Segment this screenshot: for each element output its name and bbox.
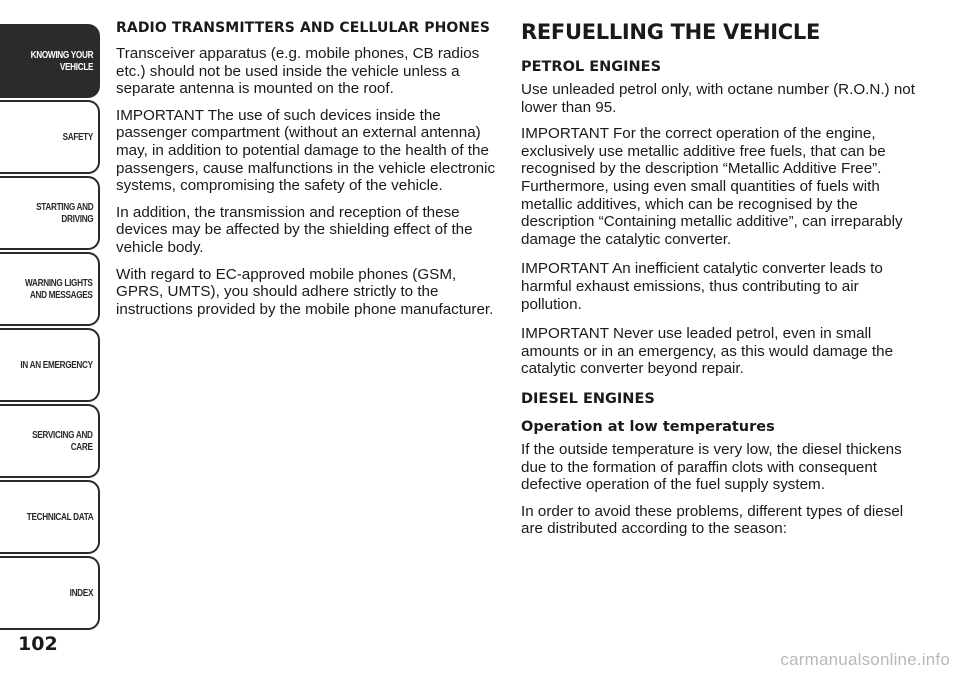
- page-number: 102: [18, 633, 58, 655]
- tab-knowing-your-vehicle[interactable]: KNOWING YOUR VEHICLE: [0, 24, 100, 98]
- radio-transmitters-heading: RADIO TRANSMITTERS AND CELLULAR PHONES: [116, 20, 491, 36]
- paragraph: In addition, the transmission and reception of these devices may be affected by the shielding effect of the vehicle body.: [116, 203, 473, 256]
- tab-starting-and-driving[interactable]: STARTING AND DRIVING: [0, 176, 100, 250]
- diesel-engines-heading: DIESEL ENGINES: [521, 390, 655, 407]
- refuelling-heading: REFUELLING THE VEHICLE: [521, 20, 821, 44]
- paragraph: IMPORTANT An inefficient catalytic converter leads to harmful exhaust emissions, thus contributing to air pollution.: [521, 260, 883, 313]
- paragraph: IMPORTANT For the correct operation of the engine, exclusively use metallic additive free fuels, that can be recognised by the description “Metallic Additive Free”. Furthermore, using even small quantities of fuels with metallic additives, which can be recognised by the description “Containing metallic additive”, can irreparably damage the catalytic converter.: [521, 125, 903, 248]
- radio-transmitters-section: [116, 20, 501, 327]
- paragraph: Transceiver apparatus (e.g. mobile phones, CB radios etc.) should not be used inside the vehicle unless a separate antenna is mounted on the roof.: [116, 45, 480, 98]
- paragraph: IMPORTANT Never use leaded petrol, even in small amounts or in an emergency, as this would damage the catalytic converter beyond repair.: [521, 325, 894, 378]
- tab-safety[interactable]: SAFETY: [0, 100, 100, 174]
- paragraph: In order to avoid these problems, different types of diesel are distributed according to the season:: [521, 502, 904, 538]
- refuelling-section: [521, 20, 916, 547]
- low-temperatures-heading: Operation at low temperatures: [521, 418, 775, 435]
- tab-technical-data[interactable]: TECHNICAL DATA: [0, 480, 100, 554]
- tab-servicing-and-care[interactable]: SERVICING AND CARE: [0, 404, 100, 478]
- paragraph: With regard to EC-approved mobile phones (GSM, GPRS, UMTS), you should adhere strictly to the instructions provided by the mobile phone manufacturer.: [116, 265, 494, 318]
- paragraph: If the outside temperature is very low, the diesel thickens due to the formation of paraffin clots with consequent defective operation of the fuel supply system.: [521, 440, 902, 494]
- petrol-engines-heading: PETROL ENGINES: [521, 59, 662, 75]
- tab-in-an-emergency[interactable]: IN AN EMERGENCY: [0, 328, 100, 402]
- tab-warning-lights[interactable]: WARNING LIGHTS AND MESSAGES: [0, 252, 100, 326]
- paragraph: Use unleaded petrol only, with octane number (R.O.N.) not lower than 95.: [521, 81, 915, 116]
- watermark: carmanualsonline.info: [780, 650, 950, 669]
- paragraph: IMPORTANT The use of such devices inside the passenger compartment (without an external antenna) may, in addition to potential damage to the health of the passengers, cause malfunctions in the vehicle electronic systems, compromising the safety of the vehicle.: [116, 106, 496, 195]
- tab-index[interactable]: INDEX: [0, 556, 100, 630]
